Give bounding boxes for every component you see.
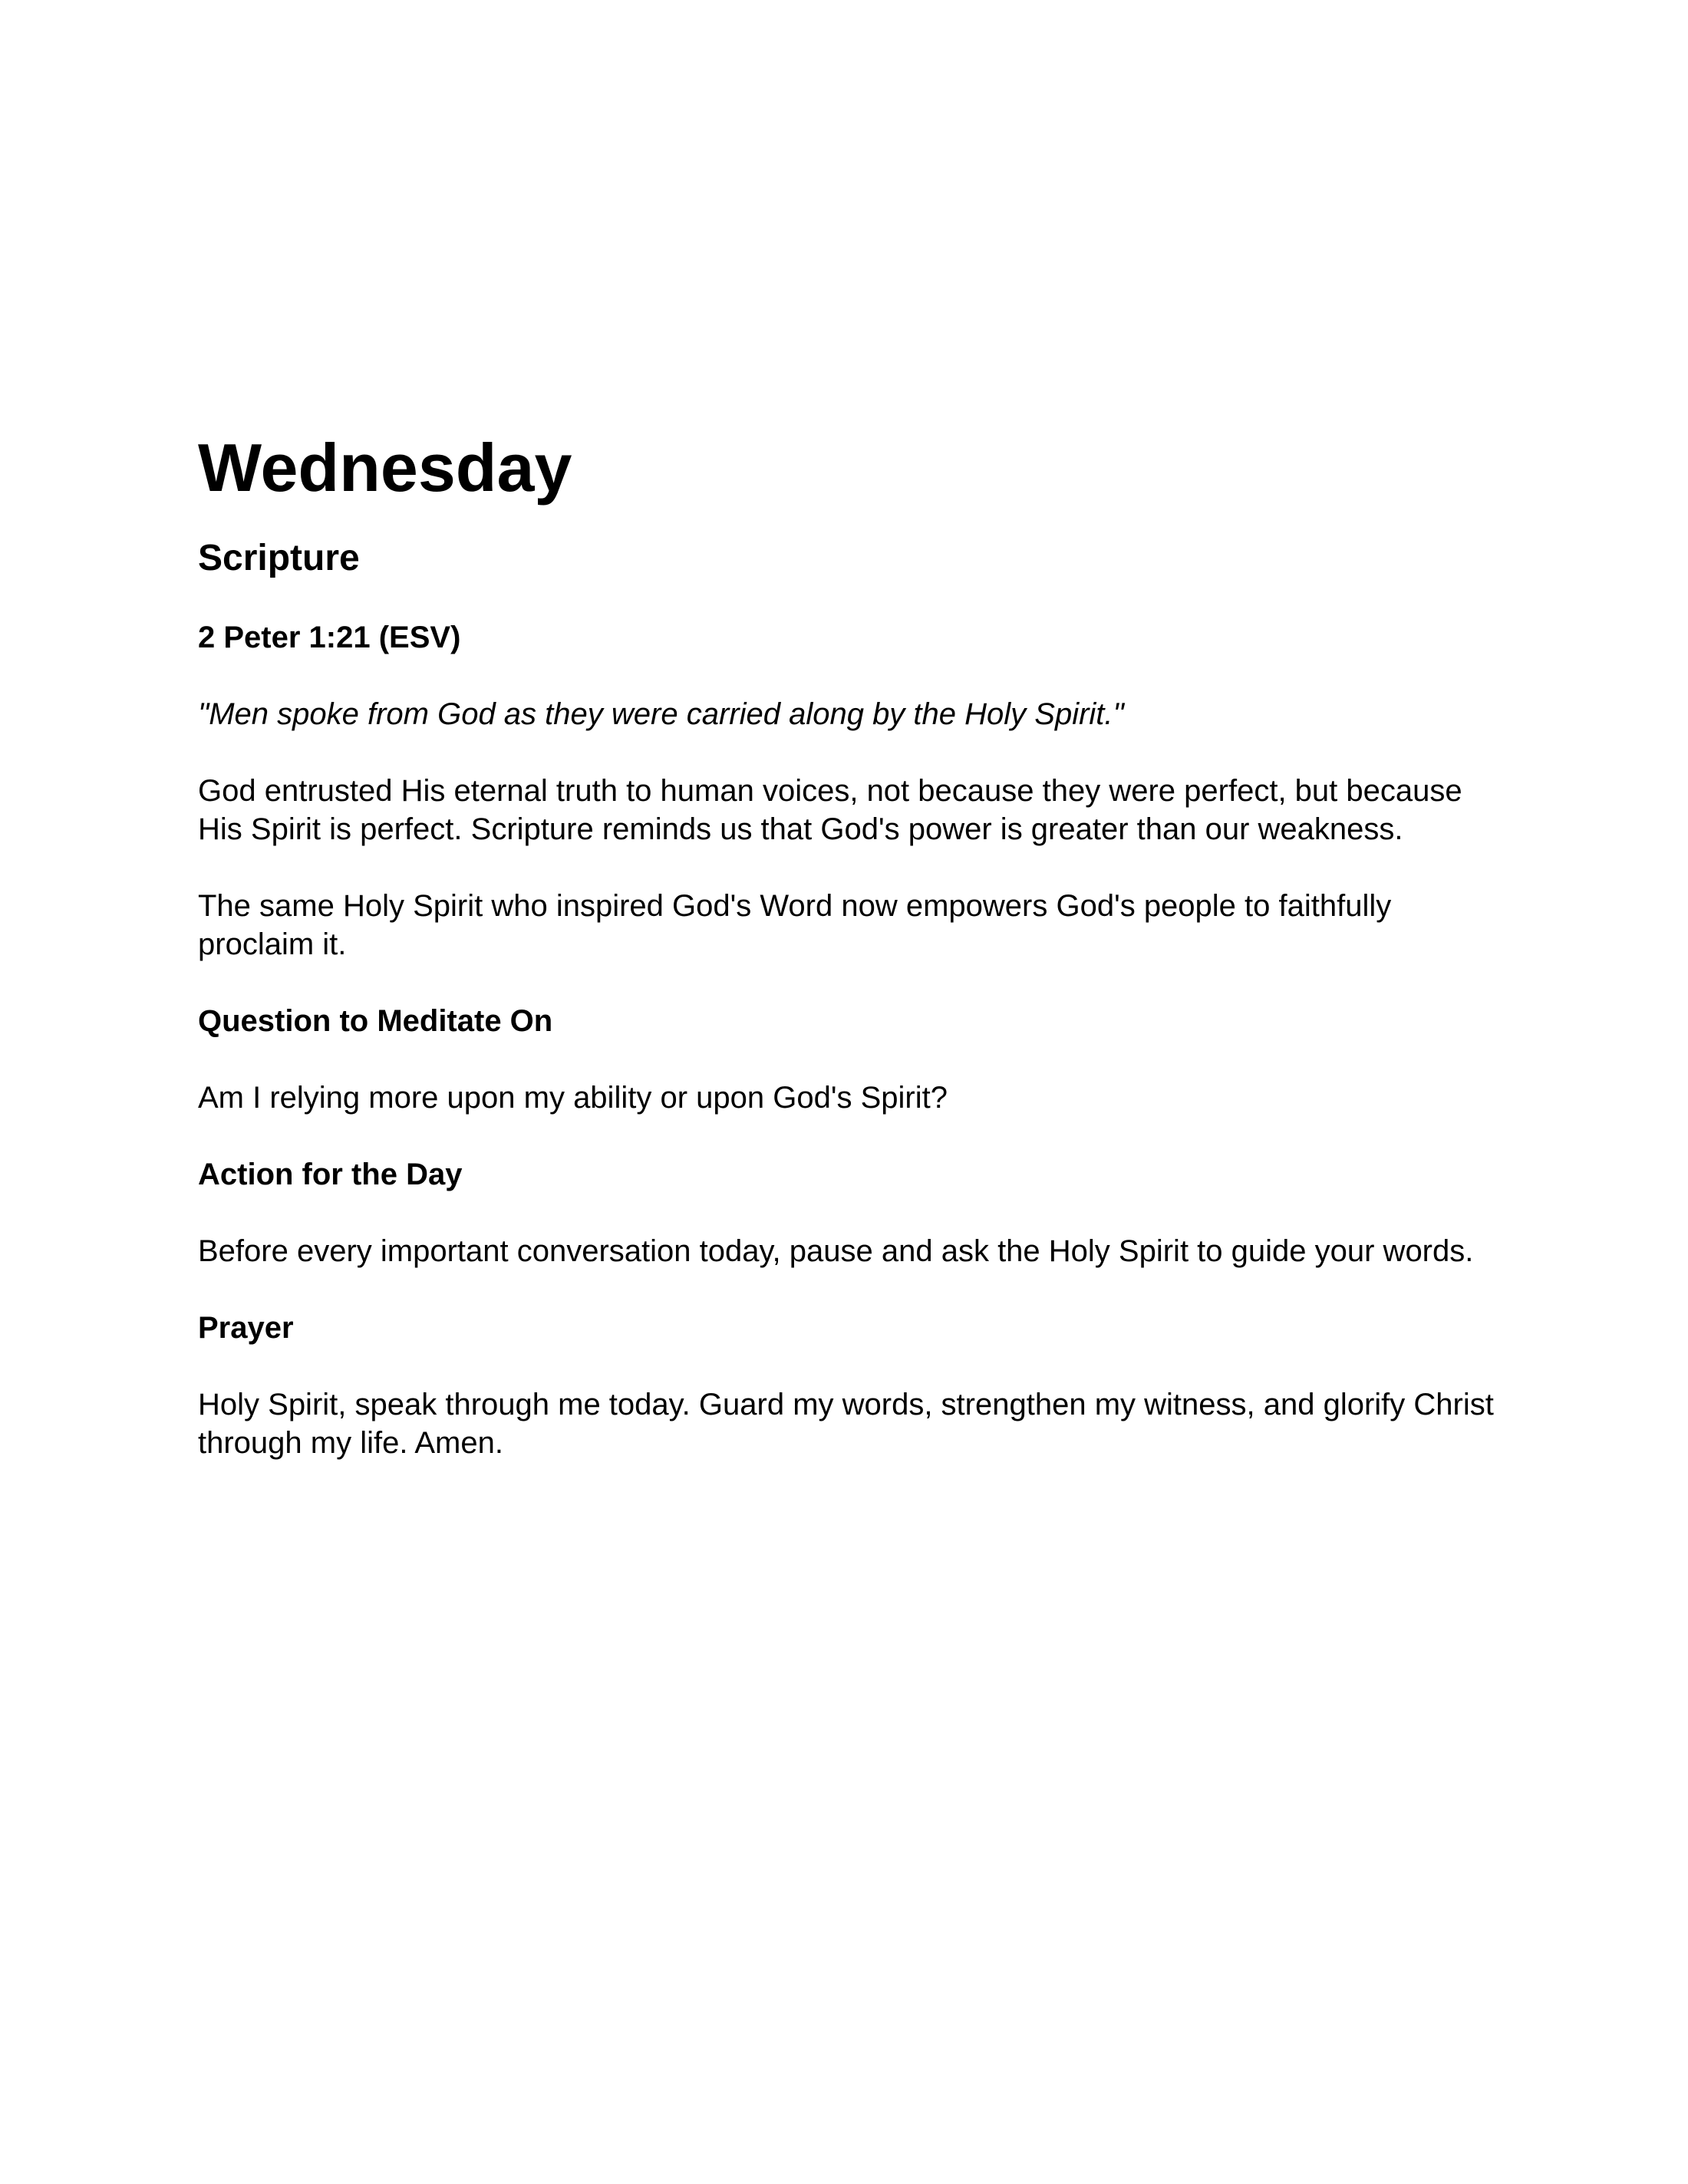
scripture-verse: "Men spoke from God as they were carried along by the Holy Spirit."	[198, 697, 1124, 731]
question-heading: Question to Meditate On	[198, 1004, 553, 1038]
prayer-text: Holy Spirit, speak through me today. Guard my words, strengthen my witness, and glorify Christ through my life. Amen.	[198, 1388, 1494, 1460]
scripture-heading: Scripture	[198, 538, 360, 578]
action-heading: Action for the Day	[198, 1158, 463, 1191]
document-page	[198, 420, 1495, 1462]
reflection-paragraph: The same Holy Spirit who inspired God's Word now empowers God's people to faithfully proclaim it.	[198, 889, 1392, 961]
daily-action: Before every important conversation today, pause and ask the Holy Spirit to guide your words.	[198, 1234, 1474, 1268]
meditation-question: Am I relying more upon my ability or upon God's Spirit?	[198, 1081, 948, 1115]
prayer-heading: Prayer	[198, 1311, 294, 1345]
scripture-reference: 2 Peter 1:21 (ESV)	[198, 621, 461, 654]
reflection-paragraph: God entrusted His eternal truth to human voices, not because they were perfect, but because His Spirit is perfect. Scripture reminds us that God's power is greater than our weakness.	[198, 774, 1462, 846]
page-title: Wednesday	[198, 430, 572, 506]
